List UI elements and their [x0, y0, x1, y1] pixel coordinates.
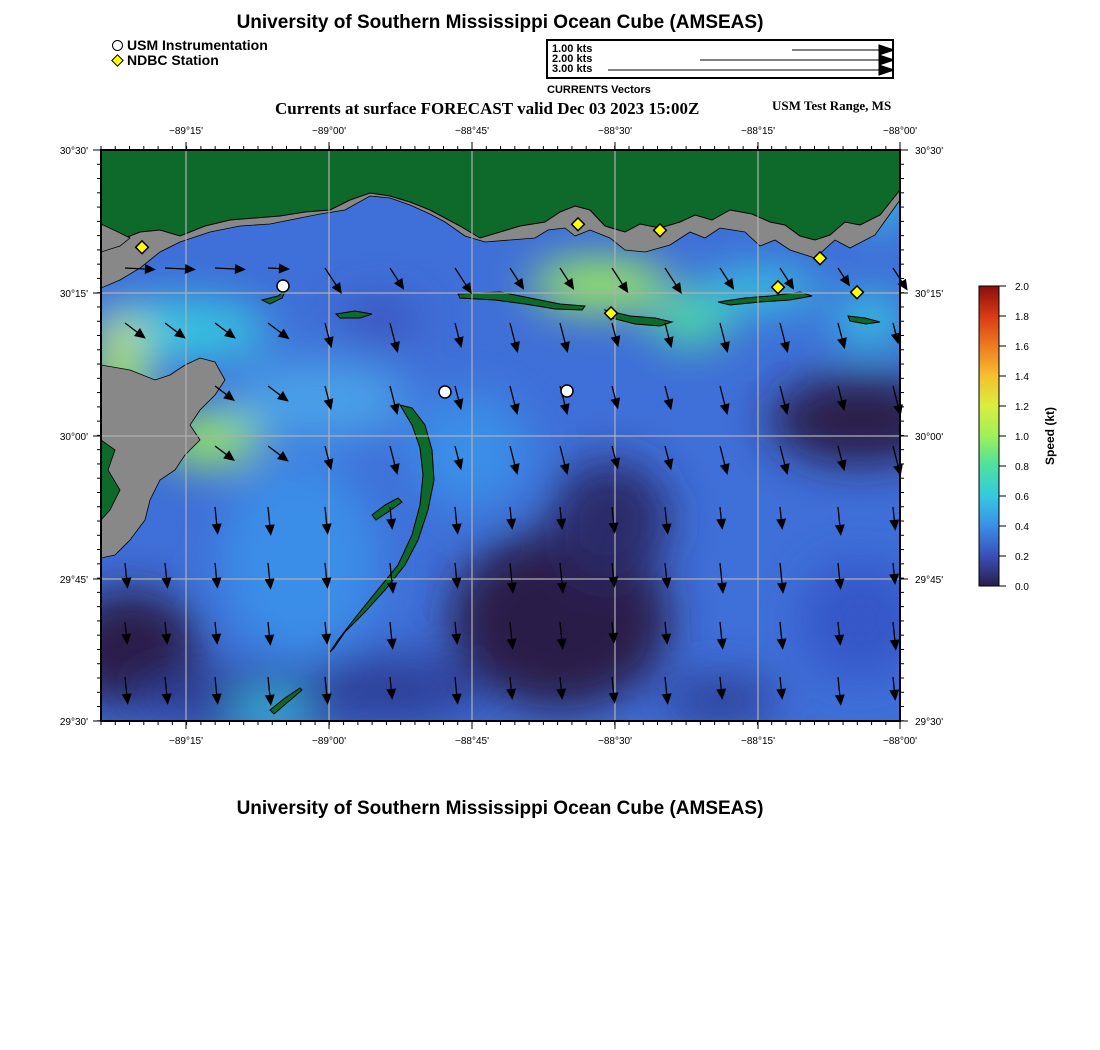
colorbar-tick-label: 1.8 — [1015, 312, 1029, 323]
x-tick-label: −88°30' — [598, 126, 632, 137]
colorbar-tick-label: 1.6 — [1015, 342, 1029, 353]
colorbar-tick-label: 2.0 — [1015, 282, 1029, 293]
vector-scale-label-1: 1.00 kts — [552, 43, 593, 55]
colorbar-tick-label: 0.0 — [1015, 582, 1029, 593]
y-tick-label: 29°30' — [59, 717, 88, 728]
ndbc-legend-label: NDBC Station — [127, 52, 219, 68]
colorbar-tick-label: 0.4 — [1015, 522, 1029, 533]
vector-caption: CURRENTS Vectors — [547, 84, 651, 96]
x-tick-label: −88°00' — [883, 126, 917, 137]
x-tick-label: −88°30' — [598, 736, 632, 747]
colorbar-tick-label: 1.0 — [1015, 432, 1029, 443]
colorbar-tick-label: 0.6 — [1015, 492, 1029, 503]
x-tick-label: −89°00' — [312, 736, 346, 747]
x-tick-label: −89°15' — [169, 736, 203, 747]
x-tick-label: −88°00' — [883, 736, 917, 747]
colorbar-tick-label: 0.2 — [1015, 552, 1029, 563]
map-title: University of Southern Mississippi Ocean Cube (AMSEAS) — [236, 12, 764, 33]
usm-legend-label: USM Instrumentation — [127, 37, 268, 53]
x-tick-label: −89°00' — [312, 126, 346, 137]
usm-station-marker — [439, 386, 451, 398]
y-tick-label: 29°30' — [915, 717, 944, 728]
map-title-bottom: University of Southern Mississippi Ocean Cube (AMSEAS) — [236, 798, 764, 819]
y-tick-label: 30°30' — [915, 146, 944, 157]
usm-station-marker — [277, 280, 289, 292]
y-tick-label: 30°30' — [59, 146, 88, 157]
colorbar-tick-label: 1.4 — [1015, 372, 1029, 383]
colorbar-gradient — [979, 286, 999, 586]
x-tick-label: −88°15' — [741, 736, 775, 747]
y-tick-label: 30°00' — [59, 432, 88, 443]
vector-scale-label-3: 3.00 kts — [552, 63, 593, 75]
region-label: USM Test Range, MS — [772, 98, 892, 113]
x-axis-bottom-labels — [169, 736, 917, 747]
colorbar-label: Speed (kt) — [1043, 406, 1057, 466]
y-axis-left-labels — [60, 146, 88, 728]
y-tick-label: 30°15' — [915, 289, 944, 300]
y-axis-right-labels — [915, 146, 943, 728]
y-tick-label: 30°15' — [59, 289, 88, 300]
colorbar-tick-label: 1.2 — [1015, 402, 1029, 413]
vector-scale-label-2: 2.00 kts — [552, 53, 593, 65]
y-tick-label: 29°45' — [59, 575, 88, 586]
speed-colorbar — [979, 282, 1057, 593]
x-axis-top-labels — [169, 126, 917, 137]
x-tick-label: −88°45' — [455, 126, 489, 137]
forecast-subtitle: Currents at surface FORECAST valid Dec 03 2023 15:00Z — [275, 99, 700, 118]
usm-station-marker — [561, 385, 573, 397]
y-tick-label: 29°45' — [915, 575, 944, 586]
x-tick-label: −88°45' — [455, 736, 489, 747]
x-tick-label: −88°15' — [741, 126, 775, 137]
colorbar-tick-label: 0.8 — [1015, 462, 1029, 473]
y-tick-label: 30°00' — [915, 432, 944, 443]
x-tick-label: −89°15' — [169, 126, 203, 137]
